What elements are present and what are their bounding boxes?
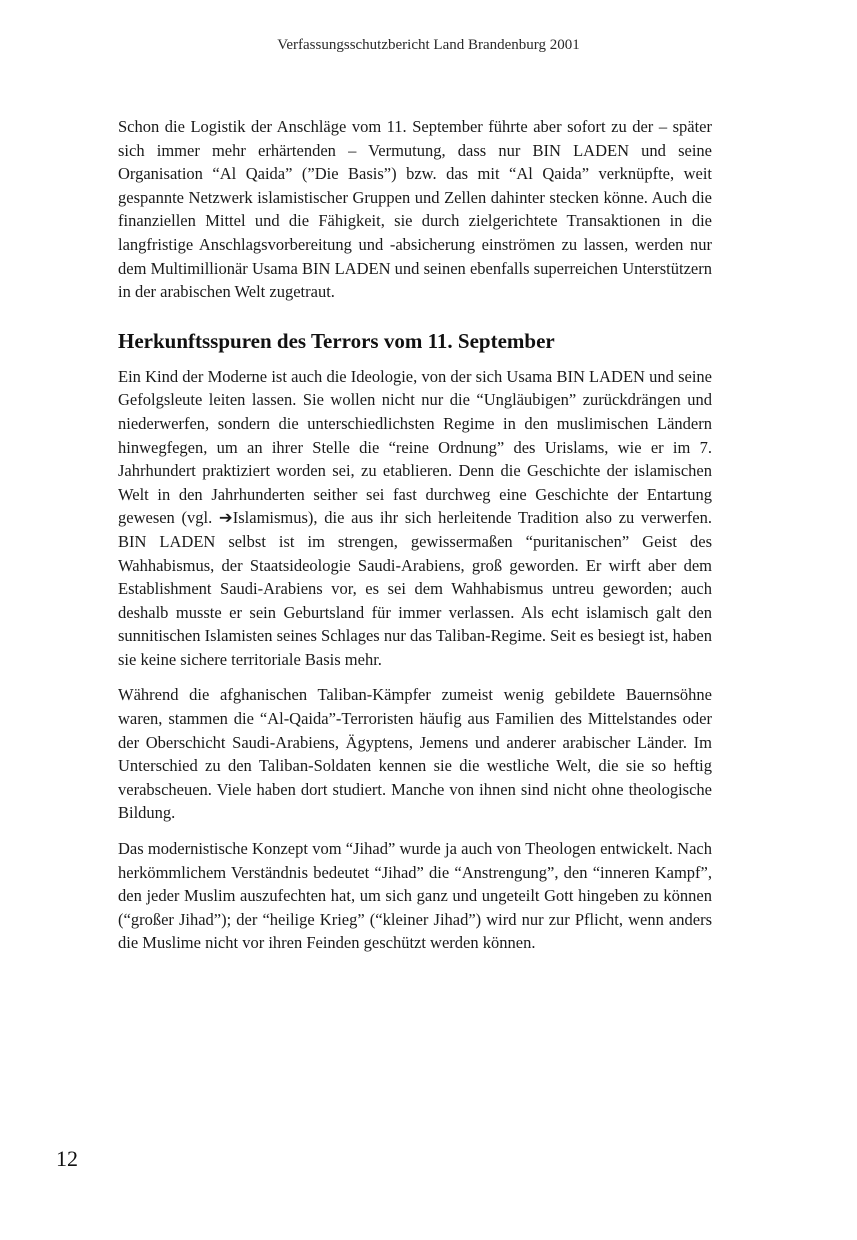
paragraph-logistics: Schon die Logistik der Anschläge vom 11. September führte aber sofort zu der – später sich immer mehr erhärtenden – Vermutung, dass nur BIN LADEN und seine Organisation “Al Qaida” (”Die Basis”) bzw. das mit “Al Qaida” verknüpfte, weit gespannte Netzwerk islamistischer Gruppen und Zellen dahinter stecken könne. Auch die finanziellen Mittel und die Fähigkeit, sie durch zielgerichtete Transaktionen in die langfristige Anschlagsvorbereitung und -absicherung einströmen zu lassen, werden nur dem Multimillionär Usama BIN LADEN und seinen ebenfalls superreichen Unterstützern in der arabischen Welt zugetraut. [118,117,712,302]
page-number: 12 [56,1146,78,1171]
paragraph-ideology: Ein Kind der Moderne ist auch die Ideologie, von der sich Usama BIN LADEN und seine Gefolgsleute leiten lassen. Sie wollen nicht nur die “Ungläubigen” zurückdrängen und niederwerfen, sondern die unterschiedlichsten Regime in den muslimischen Ländern hinwegfegen, um an ihrer Stelle die “reine Ordnung” des Urislams, wie er im 7. Jahrhundert praktiziert worden sei, zu etablieren. Denn die Geschichte der islamischen Welt in den Jahrhunderten seither sei fast durchweg eine Geschichte der Entartung gewesen (vgl. ➔Islamismus), die aus ihr sich herleitende Tradition also zu verwerfen. BIN LADEN selbst ist im strengen, gewissermaßen “puritanischen” Geist des Wahhabismus, der Staatsideologie Saudi-Arabiens, groß geworden. Er wirft aber dem Establishment Saudi-Arabiens vor, es sei dem Wahhabismus untreu geworden; auch deshalb musste er sein Geburtsland für immer verlassen. Als echt islamisch galt den sunnitischen Islamisten seines Schlages nur das Taliban-Regime. Seit es besiegt ist, haben sie keine sichere territoriale Basis mehr. [118,366,712,669]
running-header: Verfassungsschutzbericht Land Brandenburg 2001 [277,37,580,53]
paragraph-jihad: Das modernistische Konzept vom “Jihad” wurde ja auch von Theologen entwickelt. Nach herkömmlichem Verständnis bedeutet “Jihad” die “Anstrengung”, den “inneren Kampf”, den jeder Muslim auszufechten hat, um sich ganz und ungeteilt Gott hingeben zu können (“großer Jihad”); der “heilige Krieg” (“kleiner Jihad”) wird nur zur Pflicht, wenn anders die Muslime nicht vor ihren Feinden geschützt werden können. [118,839,712,953]
paragraph-origins: Während die afghanischen Taliban-Kämpfer zumeist wenig gebildete Bauernsöhne waren, stammen die “Al-Qaida”-Terroristen häufig aus Familien des Mittelstandes oder der Oberschicht Saudi-Arabiens, Ägyptens, Jemens und anderer arabischer Länder. Im Unterschied zu den Taliban-Soldaten kennen sie die westliche Welt, die sie so heftig verabscheuen. Viele haben dort studiert. Manche von ihnen sind nicht ohne theologische Bildung. [118,685,712,823]
section-heading: Herkunftsspuren des Terrors vom 11. September [118,328,555,353]
main-text [118,115,712,955]
